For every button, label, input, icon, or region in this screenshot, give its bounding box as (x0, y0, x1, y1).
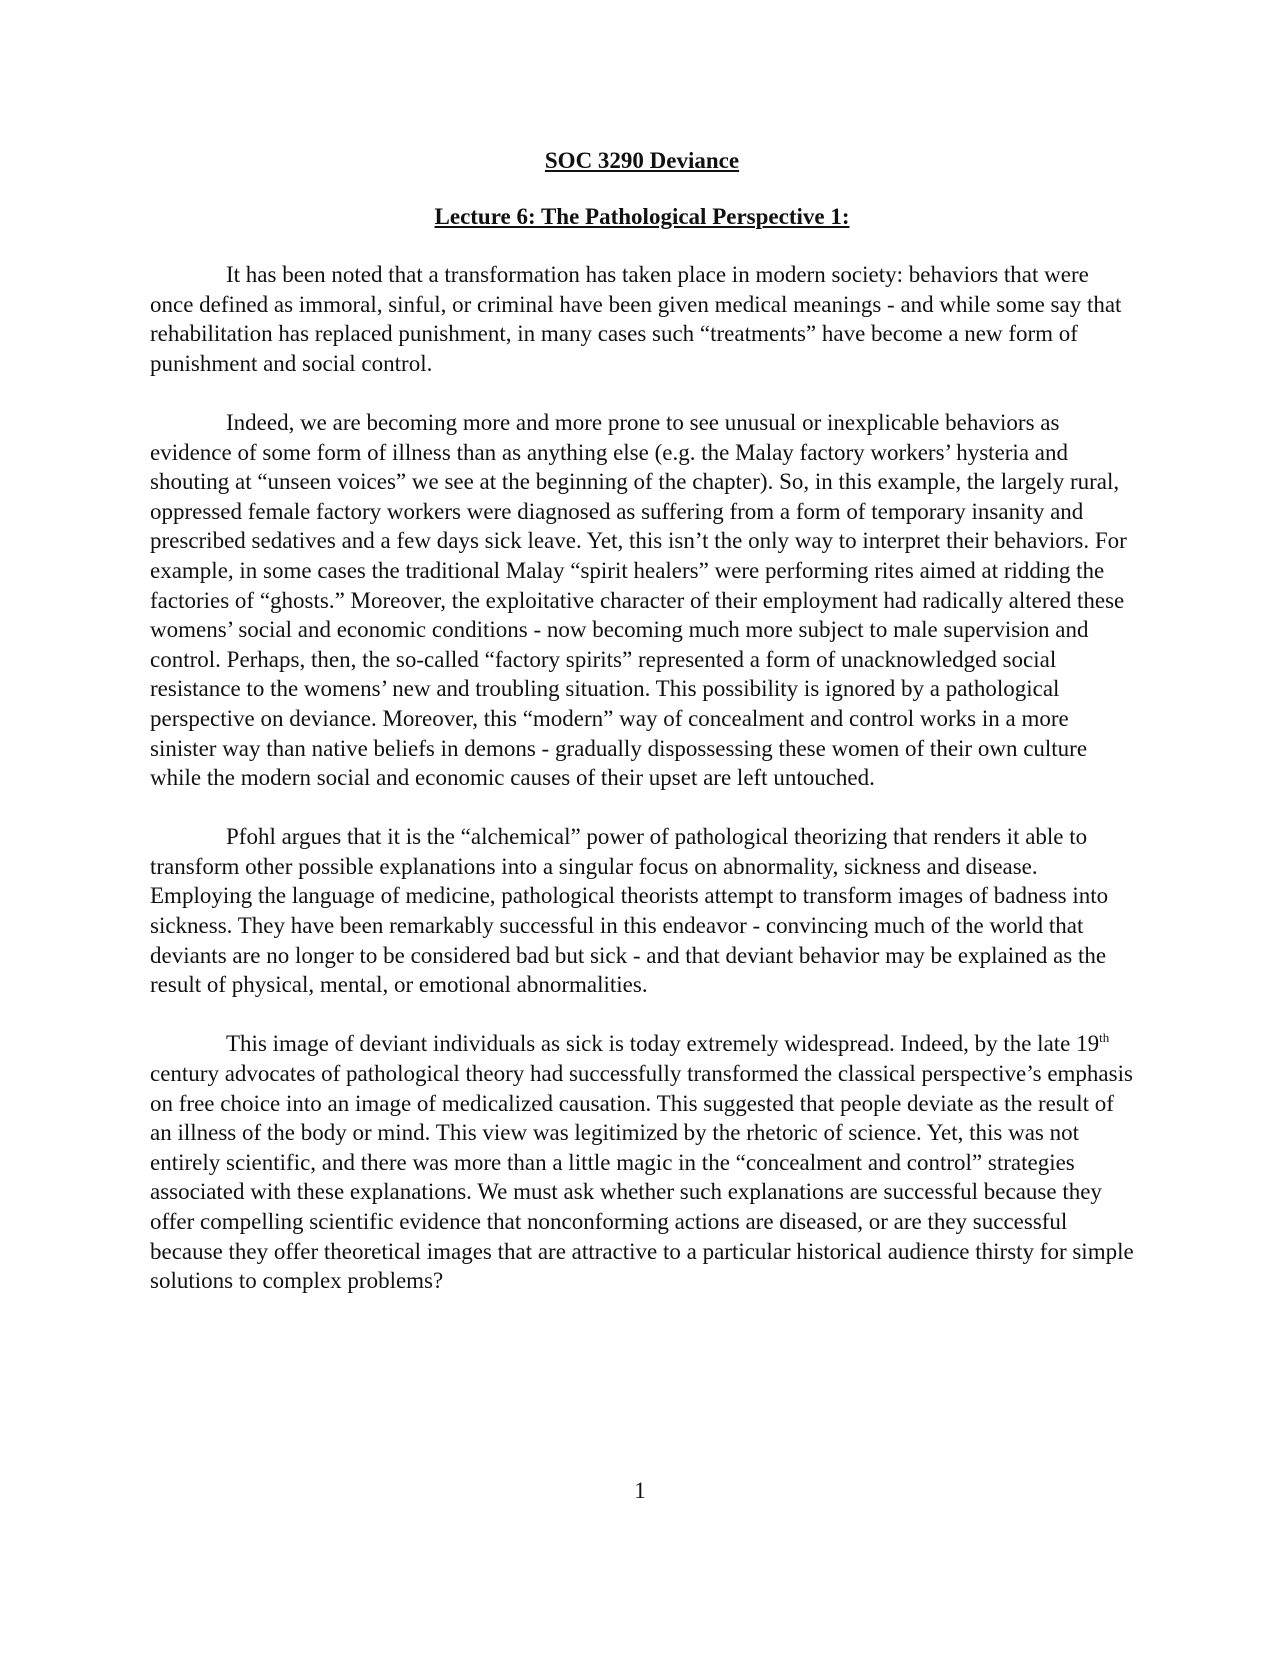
paragraph-4 (150, 1029, 1134, 1295)
paragraph-1: It has been noted that a transformation has taken place in modern society: behaviors that were once defined as immoral, sinful, or criminal have been given medical meanings - and while some say that rehabilitation has replaced punishment, in many cases such “treatments” have become a new form of punishment and social control. (150, 262, 1122, 376)
course-title: SOC 3290 Deviance (544, 148, 740, 173)
page-content (150, 146, 1134, 1325)
paragraph-4-end: century advocates of pathological theory had successfully transformed the classical perspective’s emphasis on free choice into an image of medicalized causation. This suggested that people deviate as the result of an illness of the body or mind. This view was legitimized by the rhetoric of science. Yet, this was not entirely scientific, and there was more than a little magic in the “concealment and control” strategies associated with these explanations. We must ask whether such explanations are successful because they offer compelling scientific evidence that nonconforming actions are diseased, or are they successful because they offer theoretical images that are attractive to a particular historical audience thirsty for simple solutions to complex problems? (150, 1061, 1134, 1294)
paragraph-3: Pfohl argues that it is the “alchemical” power of pathological theorizing that renders it able to transform other possible explanations into a singular focus on abnormality, sickness and disease. Employing the language of medicine, pathological theorists attempt to transform images of badness into sickness. They have been remarkably successful in this endeavor - convincing much of the world that deviants are no longer to be considered bad but sick - and that deviant behavior may be explained as the result of physical, mental, or emotional abnormalities. (150, 824, 1109, 998)
paragraph-2: Indeed, we are becoming more and more prone to see unusual or inexplicable behaviors as evidence of some form of illness than as anything else (e.g. the Malay factory workers’ hysteria and shouting at “unseen voices” we see at the beginning of the chapter). So, in this example, the largely rural, oppressed female factory workers were diagnosed as suffering from a form of temporary insanity and prescribed sedatives and a few days sick leave. Yet, this isn’t the only way to interpret their behaviors. For example, in some cases the traditional Malay “spirit healers” were performing rites aimed at ridding the factories of “ghosts.” Moreover, the exploitative character of their employment had radically altered these womens’ social and economic conditions - now becoming much more subject to male supervision and control. Perhaps, then, the so-called “factory spirits” represented a form of unacknowledged social resistance to the womens’ new and troubling situation. This possibility is ignored by a pathological perspective on deviance. Moreover, this “modern” way of concealment and control works in a more sinister way than native beliefs in demons - gradually dispossessing these women of their own culture while the modern social and economic causes of their upset are left untouched. (150, 409, 1127, 791)
paragraph-4-start: This image of deviant individuals as sick is today extremely widespread. Indeed, by the late 19 (226, 1031, 1100, 1057)
lecture-title: Lecture 6: The Pathological Perspective 1: (434, 204, 850, 229)
page-number: 1 (634, 1478, 646, 1503)
ordinal-superscript: th (1099, 1030, 1110, 1046)
